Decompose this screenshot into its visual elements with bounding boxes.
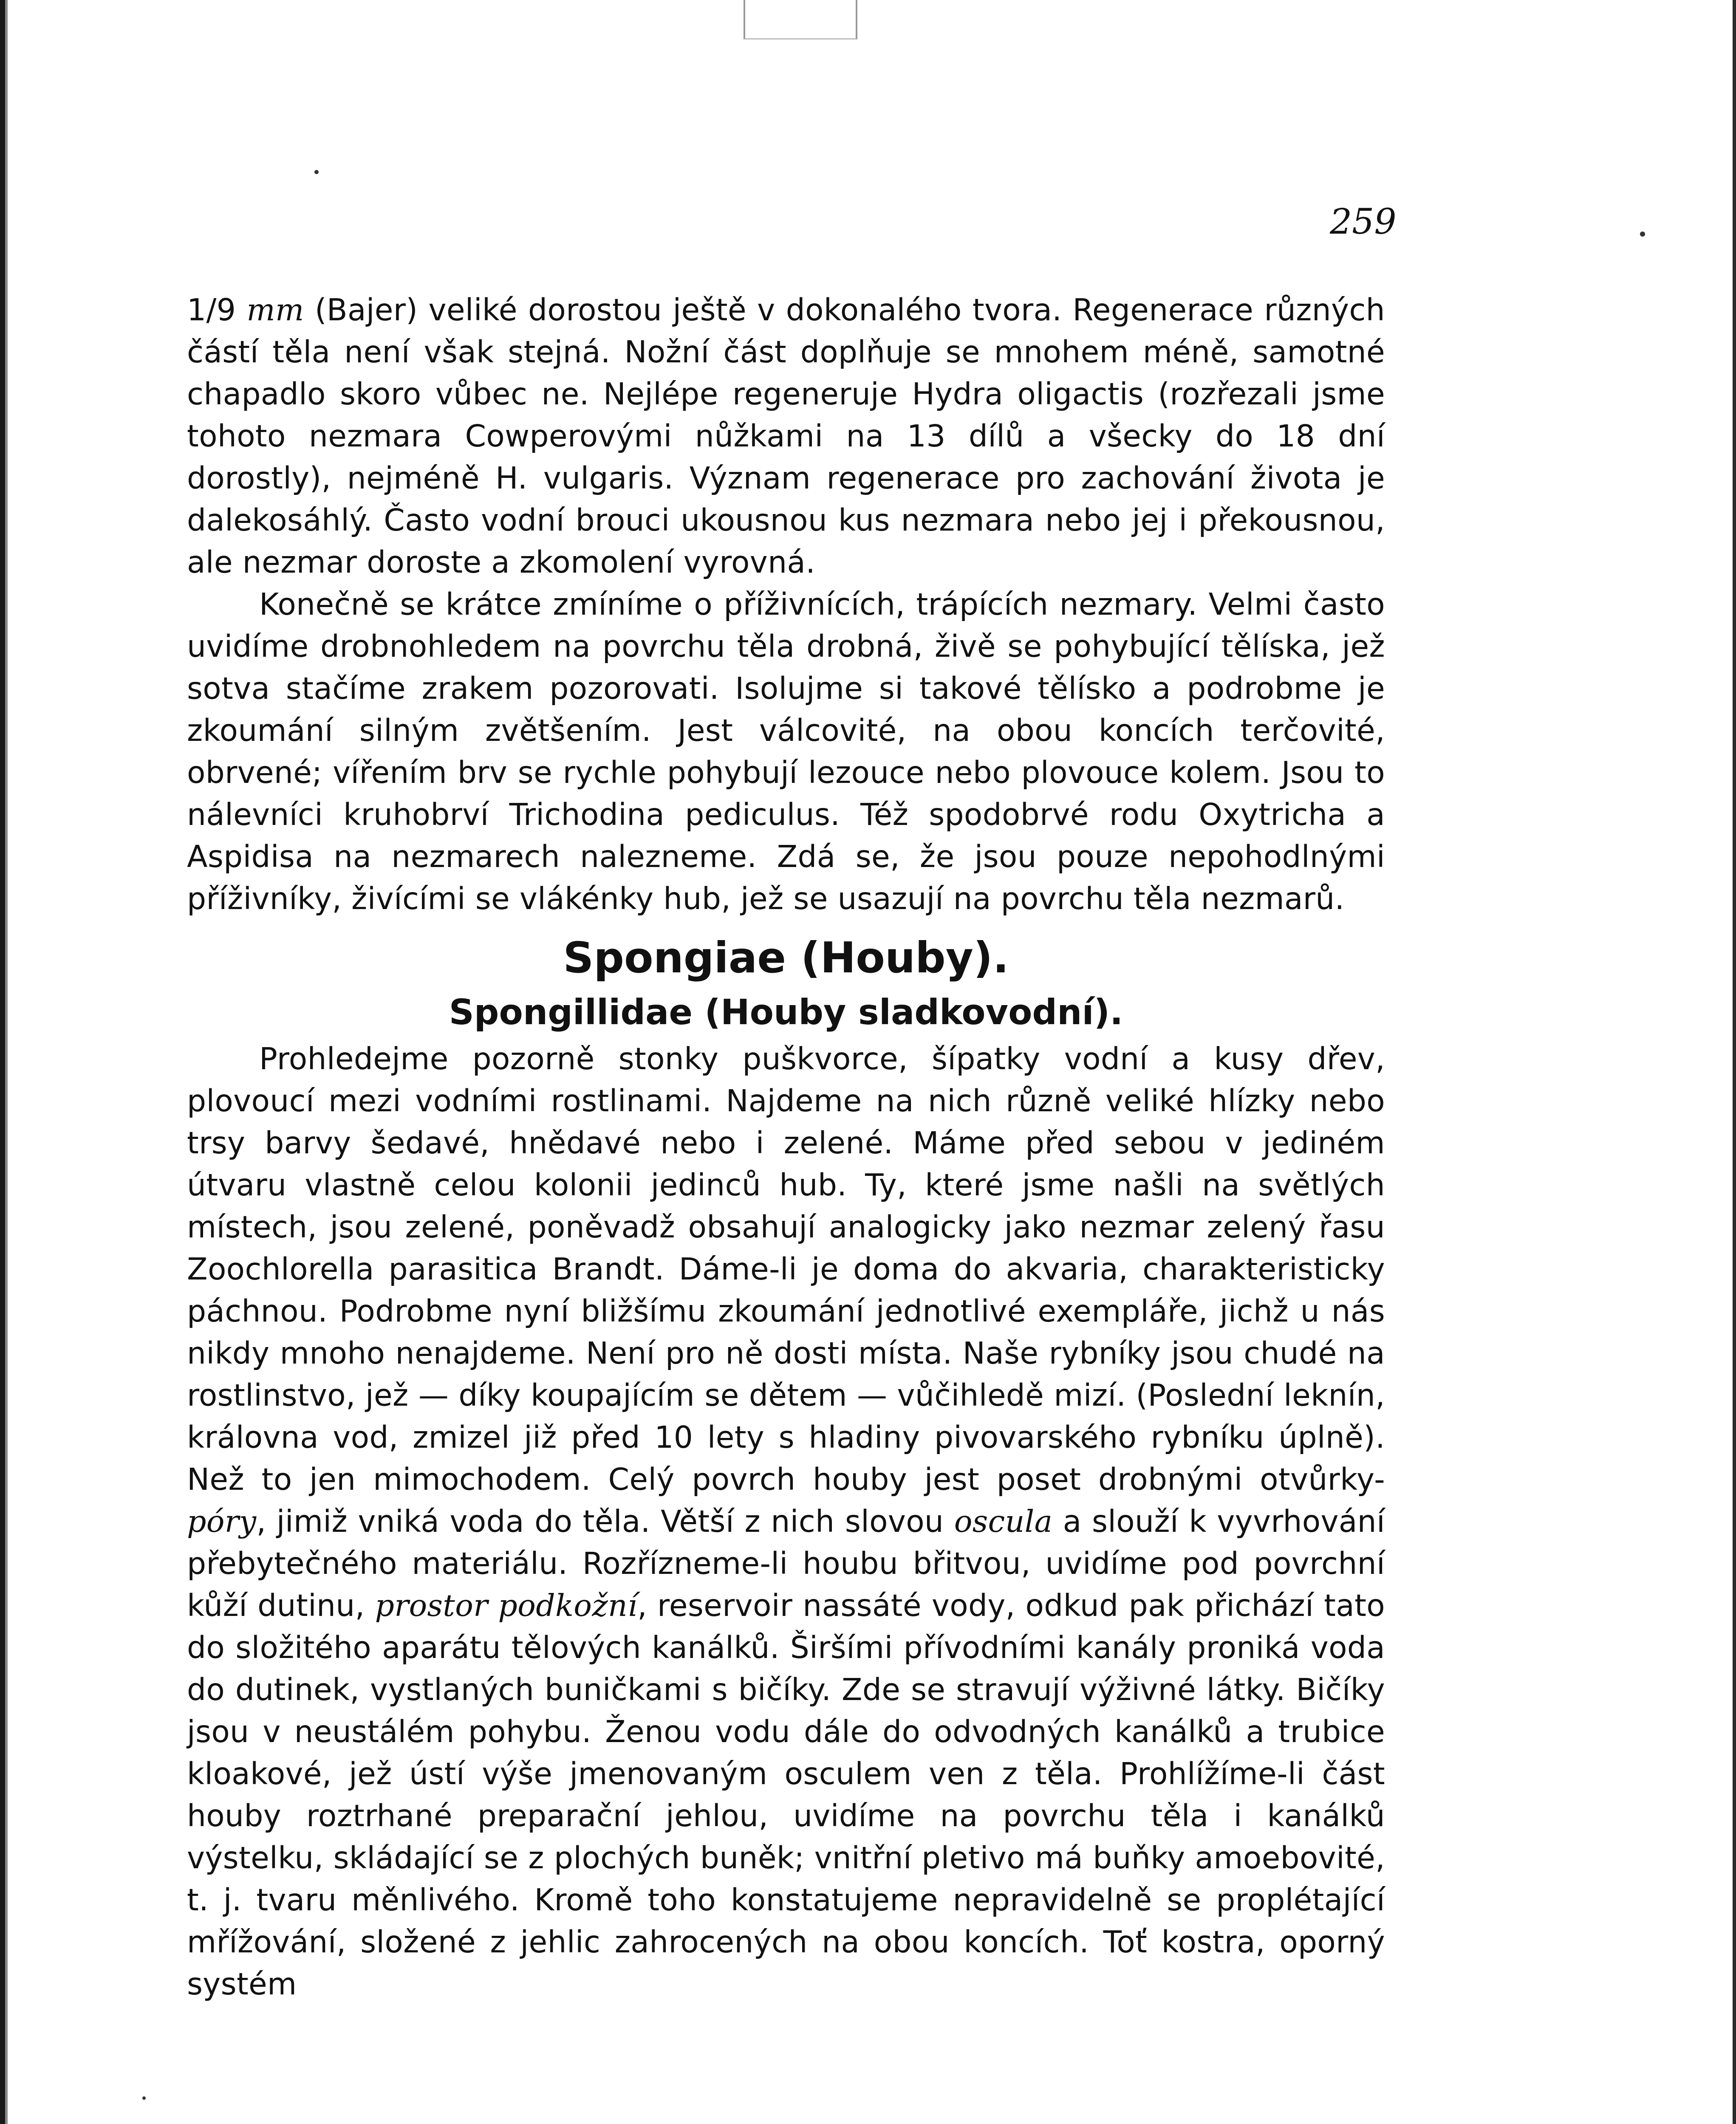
sponge-text-3: a slouží k vyvrhování přebytečného materiálu. Rozřízneme-li houbu břitvou, uvidíme pod povrchní kůží dutinu, <box>187 1504 1385 1623</box>
speck <box>142 2096 146 2100</box>
scan-edge-left <box>0 0 5 2124</box>
section-subheading: Spongillidae (Houby sladkovodní). <box>449 992 1123 1033</box>
scan-edge-right <box>1733 0 1736 2124</box>
speck <box>1640 232 1645 237</box>
term-oscula: oscula <box>954 1504 1053 1539</box>
intro-text: (Bajer) veliké dorostou ještě v dokonalého tvora. Regenerace různých částí těla není však stejná. Nožní část doplňuje se mnohem méně, samotné chapadlo skoro vůbec ne. Nejlépe regeneruje Hydra oligactis (rozřezali jsme tohoto nezmara Cowperovými nůžkami na 13 dílů a všecky do 18 dní dorostly), nejméně H. vulgaris. Význam regenerace pro zachování života je dalekosáhlý. Často vodní brouci ukousnou kus nezmara nebo jej i překousnou, ale nezmar doroste a zkomolení vyrovná. <box>187 292 1385 580</box>
term-prostor-podkozni: prostor podkožní <box>375 1588 638 1623</box>
parasites-paragraph: Konečně se krátce zmíníme o příživnících, trápících nezmary. Velmi často uvidíme drobnohledem na povrchu těla drobná, živě se pohybující tělíska, jež sotva stačíme zrakem pozorovati. Isolujme si takové tělísko a podrobme je zkoumání silným zvětšením. Jest válcovité, na obou koncích terčovité, obrvené; vířením brv se rychle pohybují lezouce nebo plovouce kolem. Jsou to nálevníci kruhobrví Trichodina pediculus. Též spodobrvé rodu Oxytricha a Aspidisa na nezmarech nalezneme. Zdá se, že jsou pouze nepohodlnými příživníky, živícími se vlákénky hub, jež se usazují na povrchu těla nezmarů. <box>187 587 1385 916</box>
sponge-text-2: , jimiž vniká voda do těla. Větší z nich slovou <box>256 1504 954 1539</box>
speck <box>314 170 319 174</box>
scan-edge-shadow <box>5 0 8 2124</box>
sponge-text-1: Prohledejme pozorně stonky puškvorce, šípatky vodní a kusy dřev, plovoucí mezi vodními rostlinami. Najdeme na nich různě veliké hlízky nebo trsy barvy šedavé, hnědavé nebo i zelené. Máme před sebou v jediném útvaru vlastně celou kolonii jedinců hub. Ty, které jsme našli na světlých místech, jsou zelené, poněvadž obsahují analogicky jako nezmar zelený řasu Zoochlorella parasitica Brandt. Dáme-li je doma do akvaria, charakteristicky páchnou. Podrobme nyní bližšímu zkoumání jednotlivé exempláře, jichž u nás nikdy mnoho nenajdeme. Není pro ně dosti místa. Naše rybníky jsou chudé na rostlinstvo, jež — díky koupajícím se dětem — vůčihledě mizí. (Poslední leknín, královna vod, zmizel již před 10 lety s hladiny pivovarského rybníku úplně). Než to jen mimochodem. Celý povrch houby jest poset drobnými otvůrky- <box>187 1041 1385 1497</box>
sponge-paragraph <box>187 1038 1385 2005</box>
binding-mark <box>744 0 857 40</box>
page-number: 259 <box>1330 202 1397 242</box>
unit-mm: mm <box>246 292 304 328</box>
fraction-text: 1/9 <box>187 292 247 328</box>
term-pory: póry <box>187 1504 257 1539</box>
sponge-text-4: , reservoir nassáté vody, odkud pak přichází tato do složitého aparátu tělových kanálků. Širšími přívodními kanály proniká voda do dutinek, vystlaných buničkami s bičíky. Zde se stravují výživné látky. Bičíky jsou v neustálém pohybu. Ženou vodu dále do odvodných kanálků a trubice kloakové, jež ústí výše jmenovaným osculem ven z těla. Prohlížíme-li část houby roztrhané preparační jehlou, uvidíme na povrchu těla i kanálků výstelku, skládající se z plochých buněk; vnitřní pletivo má buňky amoebovité, t. j. tvaru měnlivého. Kromě toho konstatujeme nepravidelně se proplétající mřížování, složené z jehlic zahrocených na obou koncích. Toť kostra, oporný systém <box>187 1588 1385 2002</box>
intro-paragraph <box>187 289 1385 583</box>
section-heading: Spongiae (Houby). <box>563 933 1009 983</box>
page-body <box>187 289 1385 2005</box>
